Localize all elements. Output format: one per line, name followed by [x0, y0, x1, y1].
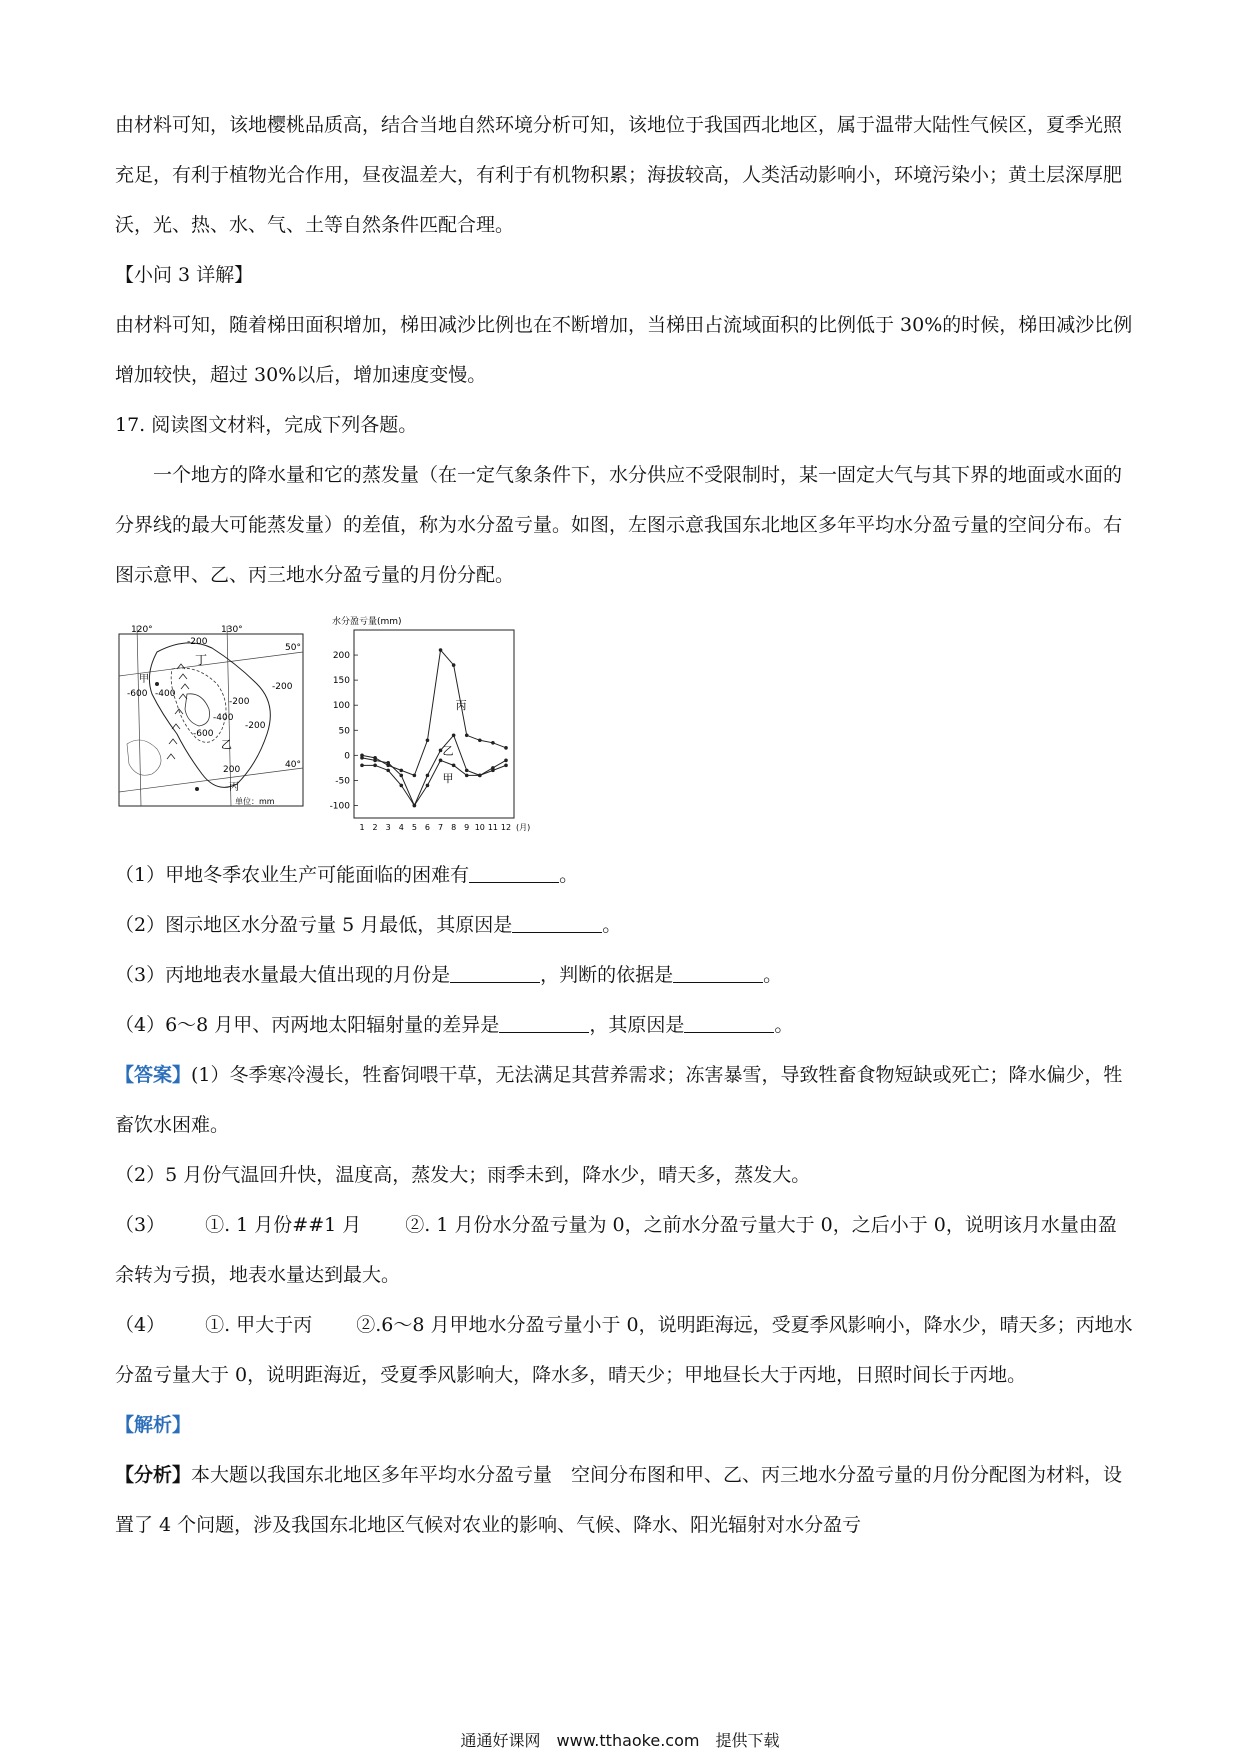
answer-blank[interactable]	[512, 913, 602, 933]
data-point	[386, 764, 390, 768]
data-point	[399, 784, 403, 788]
question-4-end: 。	[774, 1014, 794, 1036]
data-point	[465, 769, 469, 773]
answer-4-part1: ①. 甲大于丙	[205, 1314, 313, 1336]
y-tick-label: 200	[332, 651, 350, 662]
site-yi-label: 乙	[221, 738, 232, 751]
data-point	[426, 774, 430, 778]
page-footer: 通通好课网 www.tthaoke.com 提供下载	[460, 1731, 780, 1750]
answer-label: 【答案】	[115, 1064, 192, 1086]
figure-map-and-chart	[117, 612, 547, 842]
map-unit-label: 单位：mm	[235, 797, 275, 806]
data-point	[491, 741, 495, 745]
x-tick-label: 12	[500, 823, 512, 832]
data-point	[439, 648, 443, 652]
document-content	[115, 100, 1135, 1550]
site-ding-label: 丁	[195, 653, 208, 667]
question-1-text: （1）甲地冬季农业生产可能面临的困难有	[115, 864, 470, 886]
answer-3	[115, 1200, 1135, 1300]
contour-400-label: -400	[213, 713, 234, 723]
contour-600-label: -600	[193, 729, 214, 739]
x-tick-label: 6	[424, 823, 431, 832]
lon-120-label: 120°	[131, 625, 153, 635]
contour-east2-label: -200	[245, 721, 266, 731]
data-point	[426, 784, 430, 788]
y-tick-label: 150	[332, 676, 350, 687]
series-label: 甲	[442, 771, 454, 785]
data-point	[452, 764, 456, 768]
data-point	[504, 759, 508, 763]
y-tick-label: -50	[335, 776, 350, 787]
answer-3-part2: ②. 1 月份水分盈亏量为 0，之前水分盈亏量大于 0，之后小于 0，说明该月水量由盈余转为亏损，地表水量达到最大。	[115, 1214, 1117, 1286]
answer-1-text: (1）冬季寒冷漫长，牲畜饲喂干草，无法满足其营养需求；冻害暴雪，导致牲畜食物短缺或死亡；降水偏少，牲畜饮水困难。	[115, 1064, 1123, 1136]
data-point	[373, 756, 377, 760]
contour-east1-label: -200	[272, 682, 293, 692]
answer-4-part2: ②.6～8 月甲地水分盈亏量小于 0，说明距海远，受夏季风影响小，降水少，晴天多；丙地水分盈亏量大于 0，说明距海近，受夏季风影响大，降水多，晴天少；甲地昼长大于丙地，日照时间长于丙地。	[115, 1314, 1133, 1386]
northeast-china-map	[117, 624, 307, 814]
question-2-end: 。	[602, 914, 622, 936]
data-point	[478, 738, 482, 742]
y-tick-label: 50	[338, 726, 350, 737]
answer-blank[interactable]	[450, 963, 540, 983]
x-tick-label: 7	[437, 823, 444, 832]
chart-ylabel: 水分盈亏量(mm)	[332, 617, 402, 627]
data-point	[426, 738, 430, 742]
question-3	[115, 950, 1135, 1000]
data-point	[452, 663, 456, 667]
question-3-text: （3）丙地地表水量最大值出现的月份是	[115, 964, 451, 986]
x-tick-label: 4	[398, 823, 404, 832]
question-2-text: （2）图示地区水分盈亏量 5 月最低，其原因是	[115, 914, 513, 936]
series-line-2	[362, 735, 506, 805]
fenxi-label: 【分析】	[115, 1464, 192, 1486]
question-3-end: 。	[763, 964, 783, 986]
series-label: 乙	[442, 744, 454, 758]
data-point	[452, 733, 456, 737]
analysis-paragraph	[115, 1450, 1135, 1550]
question-3-mid: ，判断的依据是	[540, 964, 674, 986]
answer-blank[interactable]	[499, 1013, 589, 1033]
y-tick-label: 100	[332, 701, 350, 712]
y-tick-label: -100	[329, 801, 350, 812]
x-tick-label: 8	[451, 823, 457, 832]
site-bing-label: 丙	[229, 782, 239, 793]
question-2	[115, 900, 1135, 950]
lat-50-label: 50°	[285, 643, 301, 653]
data-point	[413, 774, 417, 778]
x-unit-label: (月)	[516, 823, 531, 832]
question-1	[115, 850, 1135, 900]
x-tick-label: 9	[464, 823, 470, 832]
water-balance-chart	[312, 612, 532, 842]
answer-4-number: （4）	[115, 1314, 166, 1336]
data-point	[504, 764, 508, 768]
data-point	[465, 733, 469, 737]
answer-2: （2）5 月份气温回升快，温度高，蒸发大；雨季未到，降水少，晴天多，蒸发大。	[115, 1164, 811, 1186]
contour-top-label: -200	[187, 637, 208, 647]
data-point	[413, 804, 417, 808]
contour-south-label: 200	[223, 765, 241, 775]
y-tick-label: 0	[344, 751, 350, 762]
data-point	[465, 774, 469, 778]
question-1-end: 。	[559, 864, 579, 886]
answer-4	[115, 1300, 1135, 1400]
answer-blank[interactable]	[684, 1013, 774, 1033]
answer-blank[interactable]	[469, 863, 559, 883]
x-tick-label: 1	[359, 823, 365, 832]
lon-130-label: 130°	[221, 625, 243, 635]
x-tick-label: 10	[474, 823, 485, 832]
question-4-text: （4）6～8 月甲、丙两地太阳辐射量的差异是	[115, 1014, 500, 1036]
x-tick-label: 11	[487, 823, 499, 832]
data-point	[478, 774, 482, 778]
contour-west400-label: -400	[155, 689, 176, 699]
paragraph-cherry: 由材料可知，该地樱桃品质高，结合当地自然环境分析可知，该地位于我国西北地区，属于温带大陆性气候区，夏季光照充足，有利于植物光合作用，昼夜温差大，有利于有机物积累；海拔较高，人类活动影响小，环境污染小；黄土层深厚肥沃，光、热、水、气、土等自然条件匹配合理。	[115, 114, 1123, 236]
lat-40-label: 40°	[285, 760, 301, 770]
x-tick-label: 3	[385, 823, 391, 832]
x-tick-label: 5	[411, 823, 417, 832]
contour-west600-label: -600	[127, 689, 148, 699]
paragraph-terrace: 由材料可知，随着梯田面积增加，梯田减沙比例也在不断增加，当梯田占流域面积的比例低于 30%的时候，梯田减沙比例增加较快，超过 30%以后，增加速度变慢。	[115, 314, 1133, 386]
series-line-3	[362, 650, 506, 775]
answer-1	[115, 1050, 1135, 1150]
data-point	[439, 759, 443, 763]
fenxi-text: 本大题以我国东北地区多年平均水分盈亏量 空间分布图和甲、乙、丙三地水分盈亏量的月份分配图为材料，设置了 4 个问题，涉及我国东北地区气候对农业的影响、气候、降水、阳光辐射对水分盈亏	[115, 1464, 1123, 1536]
x-tick-label: 2	[372, 823, 378, 832]
data-point	[399, 769, 403, 773]
data-point	[504, 746, 508, 750]
answer-3-part1: ①. 1 月份##1 月	[205, 1214, 362, 1236]
answer-3-number: （3）	[115, 1214, 166, 1236]
analysis-label: 【解析】	[115, 1414, 192, 1436]
data-point	[360, 764, 364, 768]
data-point	[399, 774, 403, 778]
series-label: 丙	[455, 699, 467, 713]
site-jia-label: 甲	[139, 674, 149, 685]
answer-blank[interactable]	[673, 963, 763, 983]
plot-frame	[354, 630, 514, 818]
series-line-1	[362, 760, 506, 805]
data-point	[360, 754, 364, 758]
material-intro: 一个地方的降水量和它的蒸发量（在一定气象条件下，水分供应不受限制时，某一固定大气与其下界的地面或水面的分界线的最大可能蒸发量）的差值，称为水分盈亏量。如图，左图示意我国东北地区多年平均水分盈亏量的空间分布。右图示意甲、乙、丙三地水分盈亏量的月份分配。	[115, 464, 1123, 586]
question-4	[115, 1000, 1135, 1050]
data-point	[373, 764, 377, 768]
subquestion-3-heading: 【小问 3 详解】	[115, 264, 254, 286]
question-4-mid: ，其原因是	[589, 1014, 685, 1036]
data-point	[491, 766, 495, 770]
data-point	[386, 769, 390, 773]
question-17-title: 17. 阅读图文材料，完成下列各题。	[115, 414, 418, 436]
contour-mid200-label: -200	[229, 697, 250, 707]
